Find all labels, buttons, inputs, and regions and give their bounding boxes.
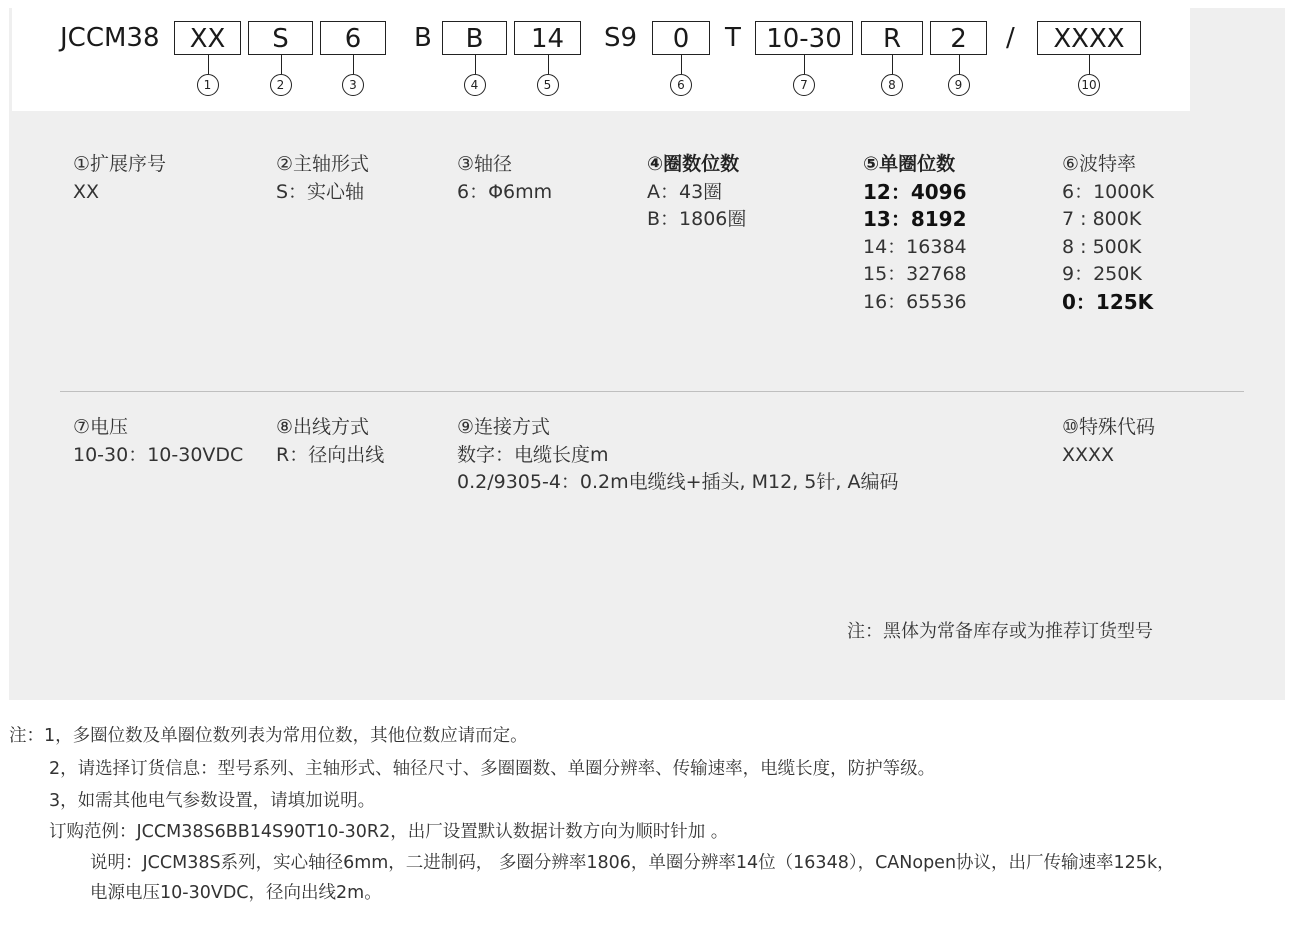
section-value: 9：250K	[1062, 263, 1142, 285]
spec-section	[1062, 414, 1155, 469]
code-tick-6	[681, 55, 682, 74]
section-title: ④圈数位数	[647, 153, 740, 175]
code-tick-7	[804, 55, 805, 74]
code-box-6: 0	[652, 21, 710, 55]
spec-panel	[9, 8, 1285, 700]
code-box-7: 10-30	[755, 21, 853, 55]
section-value: 0：125K	[1062, 289, 1154, 314]
code-box-10: XXXX	[1037, 21, 1141, 55]
section-title: ⑦电压	[73, 416, 129, 438]
code-number-1: 1	[197, 74, 219, 96]
note-line: 订购范例：JCCM38S6BB14S90T10-30R2，出厂设置默认数据计数方向为顺时针加 。	[49, 822, 729, 842]
section-title: ⑧出线方式	[276, 416, 370, 438]
code-literal: B	[414, 23, 432, 53]
section-value: 6：Φ6mm	[457, 180, 553, 203]
code-number-4: 4	[464, 74, 486, 96]
spec-section	[276, 414, 384, 469]
code-number-3: 3	[342, 74, 364, 96]
section-value: R：径向出线	[276, 443, 385, 466]
note-line: 注：1，多圈位数及单圈位数列表为常用位数，其他位数应请而定。	[9, 726, 528, 746]
section-title: ⑥波特率	[1062, 153, 1137, 175]
code-box-8: R	[861, 21, 923, 55]
section-value: XXXX	[1062, 443, 1115, 466]
section-value: S：实心轴	[276, 180, 365, 203]
note-line: 说明：JCCM38S系列，实心轴径6mm，二进制码， 多圈分辨率1806，单圈分辨率14位（16348），CANopen协议，出厂传输速率125k，	[90, 853, 1175, 873]
section-title: ⑨连接方式	[457, 416, 551, 438]
note-line: 电源电压10-30VDC，径向出线2m。	[90, 883, 382, 903]
section-value: 14：16384	[863, 235, 967, 258]
spec-section	[73, 414, 243, 469]
spec-section	[276, 151, 369, 206]
code-number-2: 2	[270, 74, 292, 96]
code-number-6: 6	[670, 74, 692, 96]
code-literal: T	[725, 23, 741, 53]
code-box-3: 6	[320, 21, 386, 55]
section-title: ⑤单圈位数	[863, 153, 956, 175]
spec-section	[73, 151, 166, 206]
code-tick-4	[475, 55, 476, 74]
code-box-1: XX	[174, 21, 241, 55]
code-tick-9	[959, 55, 960, 74]
spec-section	[647, 151, 746, 234]
model-prefix: JCCM38	[60, 23, 160, 53]
code-literal: S9	[604, 23, 638, 53]
code-box-4: B	[442, 21, 507, 55]
section-value: 16：65536	[863, 290, 967, 313]
section-value: 0.2/9305-4：0.2m电缆线+插头, M12, 5针, A编码	[457, 471, 899, 493]
code-tick-5	[548, 55, 549, 74]
note-line: 2，请选择订货信息：型号系列、主轴形式、轴径尺寸、多圈圈数、单圈分辨率、传输速率，电缆长度，防护等级。	[49, 759, 936, 779]
spec-section	[457, 151, 552, 206]
section-value: 15：32768	[863, 263, 967, 285]
note-line: 3，如需其他电气参数设置，请填加说明。	[49, 791, 376, 811]
code-number-9: 9	[948, 74, 970, 96]
section-value: 7 : 800K	[1062, 208, 1142, 230]
section-value: 13：8192	[863, 207, 967, 231]
code-tick-8	[892, 55, 893, 74]
spec-section	[457, 414, 898, 497]
code-number-7: 7	[793, 74, 815, 96]
code-tick-10	[1089, 55, 1090, 74]
section-title: ⑩特殊代码	[1062, 416, 1156, 438]
stock-note: 注：黑体为常备库存或为推荐订货型号	[847, 621, 1153, 642]
code-tick-3	[353, 55, 354, 74]
section-value: A：43圈	[647, 180, 723, 203]
section-value: 6：1000K	[1062, 180, 1154, 203]
spec-section	[1062, 151, 1154, 316]
code-tick-2	[281, 55, 282, 74]
section-value: B：1806圈	[647, 208, 747, 230]
code-box-5: 14	[514, 21, 581, 55]
section-title: ①扩展序号	[73, 153, 167, 175]
section-value: 10-30：10-30VDC	[73, 443, 244, 466]
section-value: XX	[73, 180, 100, 203]
section-value: 数字：电缆长度m	[457, 443, 609, 466]
code-number-5: 5	[537, 74, 559, 96]
code-box-9: 2	[930, 21, 987, 55]
section-value: 12：4096	[863, 179, 967, 204]
section-divider	[60, 391, 1244, 392]
section-title: ②主轴形式	[276, 153, 370, 175]
section-title: ③轴径	[457, 153, 513, 175]
code-tick-1	[208, 55, 209, 74]
code-literal: /	[1006, 23, 1015, 53]
code-number-10: 10	[1078, 74, 1100, 96]
code-number-8: 8	[881, 74, 903, 96]
spec-section	[863, 151, 967, 316]
code-box-2: S	[248, 21, 313, 55]
section-value: 8 : 500K	[1062, 235, 1142, 258]
